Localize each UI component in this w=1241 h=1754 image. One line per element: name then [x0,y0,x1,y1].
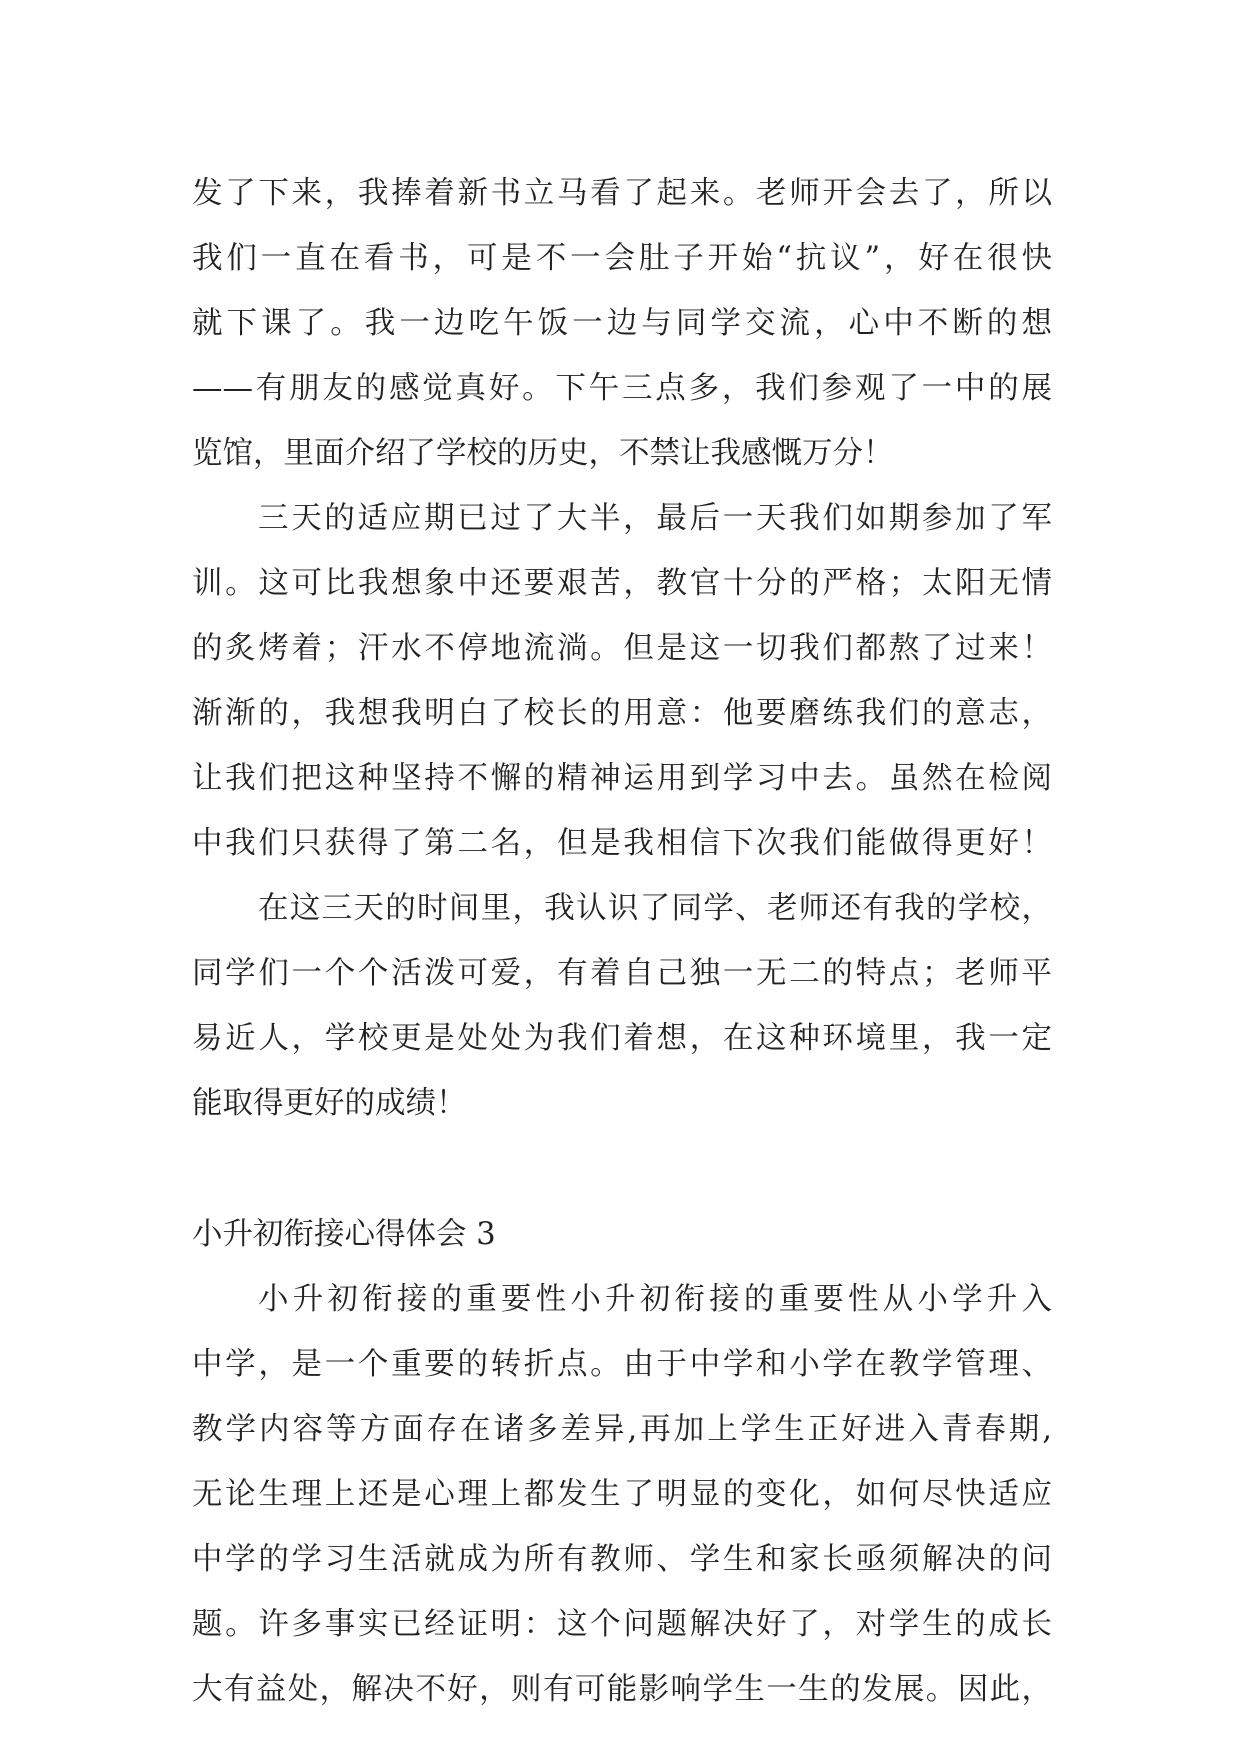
document-body [192,161,1052,1722]
text-line: 大有益处，解决不好，则有可能影响学生一生的发展。因此， [192,1672,1052,1707]
text-line: 三天的适应期已过了大半，最后一天我们如期参加了军 [258,501,1052,536]
text-line: 中学，是一个重要的转折点。由于中学和小学在教学管理、 [192,1347,1052,1382]
text-line: 训。这可比我想象中还要艰苦，教官十分的严格；太阳无情 [192,566,1052,601]
paragraph-2 [192,486,1052,876]
section-gap [192,1136,1052,1202]
section-heading: 小升初衔接心得体会 3 [192,1217,496,1252]
paragraph-1 [192,161,1052,486]
text-line: 教学内容等方面存在诸多差异,再加上学生正好进入青春期, [192,1412,1052,1447]
text-line: 无论生理上还是心理上都发生了明显的变化，如何尽快适应 [192,1477,1052,1512]
text-line: 小升初衔接的重要性小升初衔接的重要性从小学升入 [258,1282,1052,1317]
text-line: ——有朋友的感觉真好。下午三点多，我们参观了一中的展 [192,371,1052,406]
text-line: 中学的学习生活就成为所有教师、学生和家长亟须解决的问 [192,1542,1052,1577]
text-line: 能取得更好的成绩！ [192,1086,467,1121]
text-line: 的炙烤着；汗水不停地流淌。但是这一切我们都熬了过来！ [192,631,1052,666]
text-line: 中我们只获得了第二名，但是我相信下次我们能做得更好！ [192,826,1052,861]
paragraph-3 [192,876,1052,1136]
text-line: 在这三天的时间里，我认识了同学、老师还有我的学校， [258,891,1052,926]
text-line: 渐渐的，我想我明白了校长的用意：他要磨练我们的意志， [192,696,1052,731]
text-line: 易近人，学校更是处处为我们着想，在这种环境里，我一定 [192,1021,1052,1056]
text-line: 同学们一个个活泼可爱，有着自己独一无二的特点；老师平 [192,956,1052,991]
text-line: 让我们把这种坚持不懈的精神运用到学习中去。虽然在检阅 [192,761,1052,796]
paragraph-4 [192,1267,1052,1722]
text-line: 我们一直在看书，可是不一会肚子开始“抗议”，好在很快 [192,241,1052,276]
text-line: 览馆，里面介绍了学校的历史，不禁让我感慨万分！ [192,436,894,471]
text-line: 发了下来，我捧着新书立马看了起来。老师开会去了，所以 [192,176,1052,211]
text-line: 就下课了。我一边吃午饭一边与同学交流，心中不断的想 [192,306,1052,341]
text-line: 题。许多事实已经证明：这个问题解决好了，对学生的成长 [192,1607,1052,1642]
